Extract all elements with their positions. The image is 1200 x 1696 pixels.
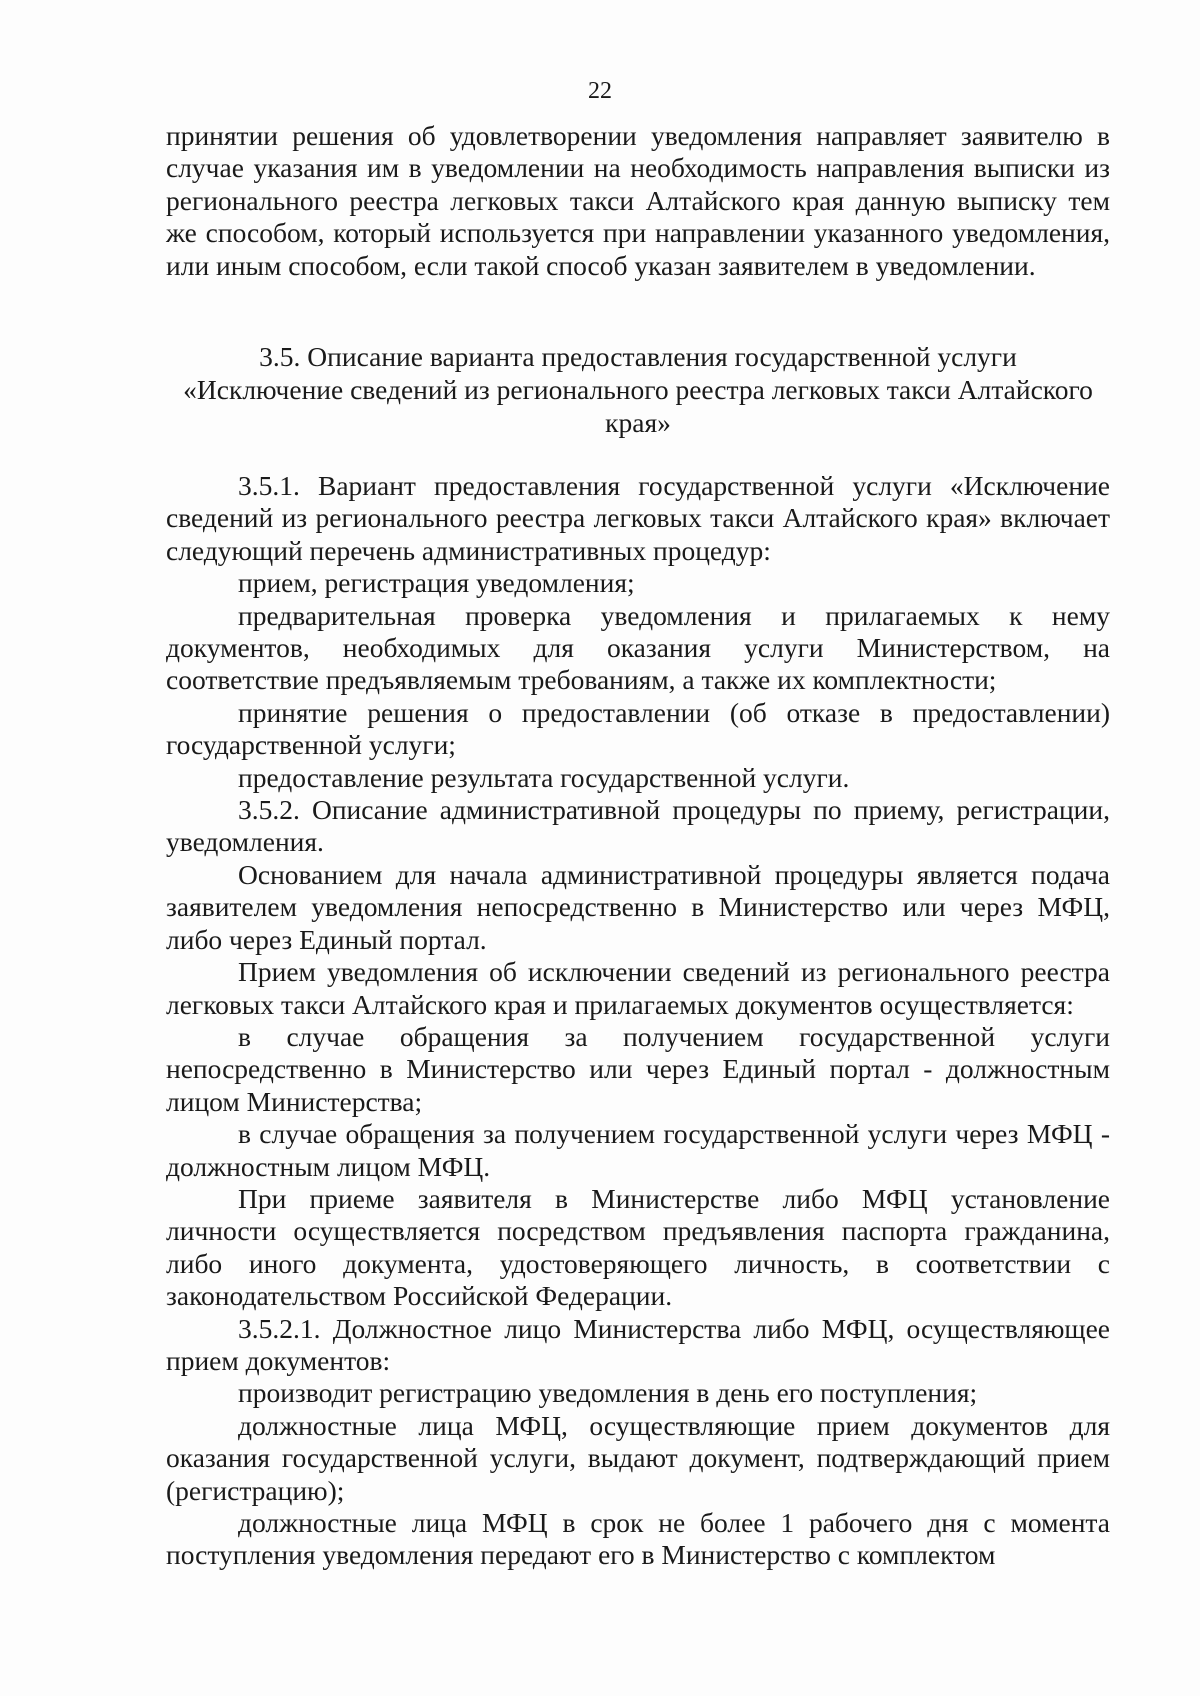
paragraph-3-5-1: 3.5.1. Вариант предоставления государственной услуги «Исключение сведений из регионального реестра легковых такси Алтайского края» включает следующий перечень административных процедур: [166,470,1110,566]
page-number: 22 [588,78,612,104]
intro-paragraph: принятии решения об удовлетворении уведомления направляет заявителю в случае указания им в уведомлении на необходимость направления выписки из регионального реестра легковых такси Алтайского края данную выписку тем же способом, который используется при направлении указанного уведомления, или иным способом, если такой способ указан заявителем в уведомлении. [166,120,1110,281]
paragraph: Основанием для начала административной процедуры является подача заявителем уведомления непосредственно в Министерство или через МФЦ, либо через Единый портал. [166,858,1110,955]
paragraph: При приеме заявителя в Министерстве либо МФЦ установление личности осуществляется посредством предъявления паспорта гражданина, либо иного документа, удостоверяющего личность, в соответствии с законодательством Российской Федерации. [166,1182,1110,1312]
section-heading-line2: «Исключение сведений из регионального реестра легковых такси Алтайского края» [183,374,1093,438]
paragraph: должностные лица МФЦ в срок не более 1 рабочего дня с момента поступления уведомления передают его в Министерство с комплектом [166,1507,1110,1571]
section-heading-line1: 3.5. Описание варианта предоставления государственной услуги [259,341,1017,372]
body-text [166,470,1110,1572]
paragraph-3-5-2-1: 3.5.2.1. Должностное лицо Министерства либо МФЦ, осуществляющее прием документов: [166,1312,1110,1376]
paragraph: в случае обращения за получением государственной услуги непосредственно в Министерство или через Единый портал - должностным лицом Министерства; [166,1020,1110,1117]
paragraph: в случае обращения за получением государственной услуги через МФЦ - должностным лицом МФЦ. [166,1118,1110,1182]
paragraph: предварительная проверка уведомления и прилагаемых к нему документов, необходимых для оказания услуги Министерством, на соответствие предъявляемым требованиям, а также их комплектности; [166,599,1110,696]
paragraph: должностные лица МФЦ, осуществляющие прием документов для оказания государственной услуги, выдают документ, подтверждающий прием (регистрацию); [166,1409,1110,1506]
paragraph: Прием уведомления об исключении сведений из регионального реестра легковых такси Алтайского края и прилагаемых документов осуществляется: [166,956,1110,1020]
intro-block [166,120,1110,282]
section-heading [166,340,1110,439]
paragraph: производит регистрацию уведомления в день его поступления; [238,1377,978,1409]
paragraph-3-5-2: 3.5.2. Описание административной процедуры по приему, регистрации, уведомления. [166,794,1110,858]
paragraph: прием, регистрация уведомления; [238,567,635,599]
paragraph: предоставление результата государственной услуги. [238,761,850,793]
paragraph: принятие решения о предоставлении (об отказе в предоставлении) государственной услуги; [166,696,1110,761]
